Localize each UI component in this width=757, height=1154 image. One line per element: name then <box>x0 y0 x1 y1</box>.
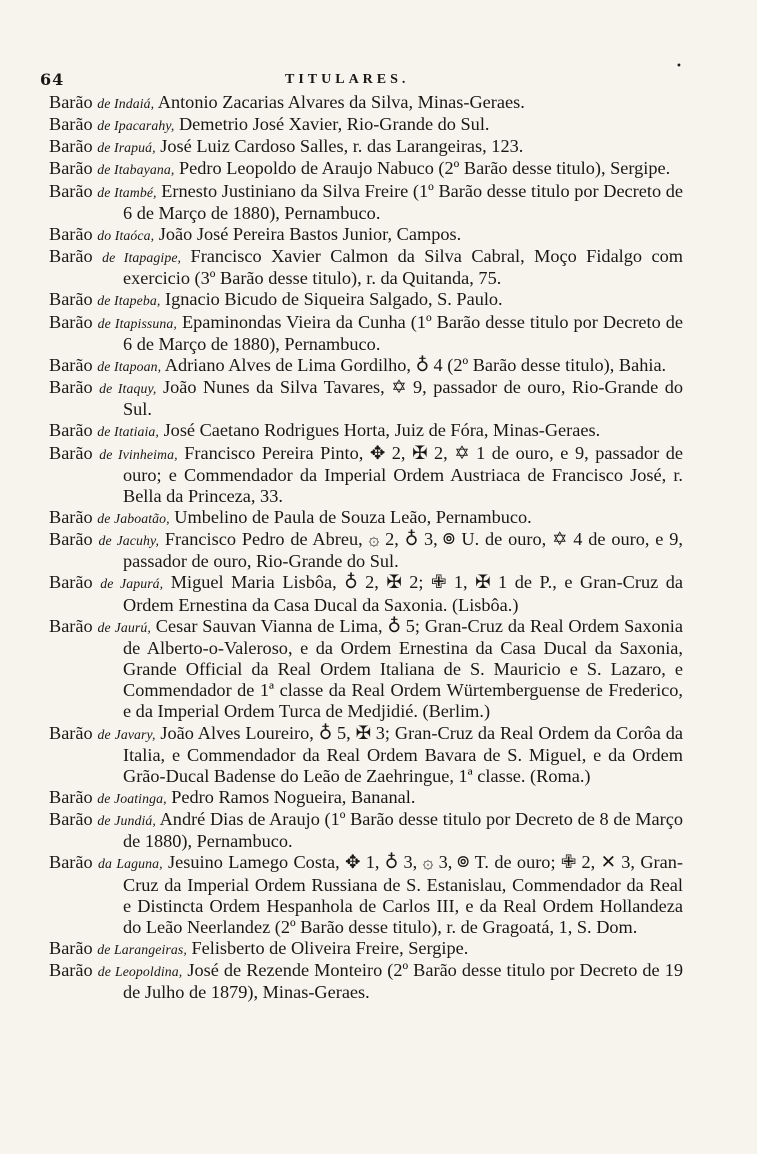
entry-title: Barão <box>49 960 93 981</box>
page-number: 64 <box>40 70 65 89</box>
entry-place: de Itapeba, <box>97 293 161 309</box>
entry-title: Barão <box>49 809 93 830</box>
entry-title: Barão <box>49 722 93 743</box>
entry-title: Barão <box>49 92 93 112</box>
entry-title: Barão <box>49 289 93 310</box>
entry-place: de Jaboatão, <box>97 510 170 526</box>
entry-place: de Leopoldina, <box>97 964 183 980</box>
entry-place: de Itapoan, <box>97 358 162 374</box>
entry-place: da Laguna, <box>98 856 163 872</box>
entry-place: de Japurá, <box>100 576 164 592</box>
entry <box>49 181 683 224</box>
entry-title: Barão <box>49 223 93 244</box>
entry <box>49 616 683 723</box>
entry-text: Ernesto Justiniano da Silva Freire (1º Barão desse titulo por Decreto de 6 de Março de 1880), Pernambuco. <box>123 180 683 223</box>
entry-place: de Itabayana, <box>97 162 175 178</box>
entry-title: Barão <box>49 529 93 550</box>
entry <box>49 787 683 809</box>
entry-title: Barão <box>49 420 93 441</box>
entry <box>49 355 683 377</box>
entry-text: Francisco Xavier Calmon da Silva Cabral, Moço Fidalgo com exercicio (3º Barão desse titulo), r. da Quitanda, 75. <box>123 246 683 289</box>
entry-text: Miguel Maria Lisbôa, ♁ 2, ✠ 2; ✙ 1, ✠ 1 de P., e Gran-Cruz da Ordem Ernestina da Casa Ducal da Saxonia. (Lisbôa.) <box>123 572 684 615</box>
entry <box>49 224 683 246</box>
entry <box>49 507 683 529</box>
entry <box>49 938 683 960</box>
entry-text: Adriano Alves de Lima Gordilho, ♁ 4 (2º Barão desse titulo), Bahia. <box>164 354 667 375</box>
entry-text: José Caetano Rodrigues Horta, Juiz de Fóra, Minas-Geraes. <box>163 420 601 441</box>
entry <box>49 158 683 180</box>
entry <box>49 723 683 787</box>
entry <box>49 572 683 615</box>
entry-text: Francisco Pereira Pinto, ✥ 2, ✠ 2, ✡ 1 de ouro, e 9, passador de ouro; e Commendador da Imperial Ordem Austriaca de Francisco José, r. Bella da Princeza, 33. <box>123 442 684 506</box>
entry-place: de Jacuhy, <box>98 533 160 549</box>
entry-text: José de Rezende Monteiro (2º Barão desse titulo por Decreto de 19 de Julho de 1879), Minas-Geraes. <box>123 960 683 1003</box>
entry <box>49 443 683 507</box>
entry-text: André Dias de Araujo (1º Barão desse titulo por Decreto de 8 de Março de 1880), Pernambuco. <box>123 809 683 852</box>
running-head: TITULARES. <box>285 72 410 87</box>
entry-text: Francisco Pedro de Abreu, ۞ 2, ♁ 3, ◎ U. de ouro, ✡ 4 de ouro, e 9, passador de ouro, Rio-Grande do Sul. <box>123 529 683 572</box>
entry-place: de Jundiá, <box>97 813 156 829</box>
entry <box>49 114 683 136</box>
entry-place: de Ivinheima, <box>99 446 178 462</box>
entry-text: João Alves Loureiro, ♁ 5, ✠ 3; Gran-Cruz da Real Ordem da Corôa da Italia, e Commendador da Real Ordem Bavara de S. Miguel, e da Ordem Grão-Ducal Badense do Leão de Zaehringue, 1ª classe. (Roma.) <box>123 722 683 786</box>
entry-place: de Itaquy, <box>99 381 157 397</box>
entry-place: de Itatiaia, <box>97 424 159 440</box>
entry-title: Barão <box>49 114 93 135</box>
entry <box>49 92 683 114</box>
entry-title: Barão <box>49 442 93 463</box>
entry-title: Barão <box>49 246 93 267</box>
entry-place: de Larangeiras, <box>97 942 187 958</box>
entry-title: Barão <box>49 180 93 201</box>
entry-list <box>49 92 683 1004</box>
entry <box>49 289 683 311</box>
entry-title: Barão <box>49 938 93 959</box>
entry-text: João Nunes da Silva Tavares, ✡ 9, passador de ouro, Rio-Grande do Sul. <box>123 377 684 420</box>
entry-title: Barão <box>49 506 93 527</box>
entry-title: Barão <box>49 572 93 593</box>
entry-place: de Itapissuna, <box>97 315 177 331</box>
entry-title: Barão <box>49 136 93 157</box>
entry-text: Umbelino de Paula de Souza Leão, Pernambuco. <box>174 506 532 527</box>
entry-place: do Itaóca, <box>97 227 155 243</box>
entry-title: Barão <box>49 377 93 398</box>
entry-title: Barão <box>49 311 93 332</box>
entry <box>49 136 683 158</box>
entry-title: Barão <box>49 354 93 375</box>
entry <box>49 420 683 442</box>
entry-place: de Javary, <box>97 726 156 742</box>
entry-text: João José Pereira Bastos Junior, Campos. <box>158 223 462 244</box>
entry-text: Antonio Zacarias Alvares da Silva, Minas-Geraes. <box>157 92 525 112</box>
entry-place: de Jaurú, <box>97 619 151 635</box>
entry <box>49 809 683 852</box>
entry-text: Felisberto de Oliveira Freire, Sergipe. <box>191 938 469 959</box>
entry-title: Barão <box>49 787 93 807</box>
entry-place: de Ipacarahy, <box>97 118 175 134</box>
entry <box>49 312 683 355</box>
entry-text: Jesuino Lamego Costa, ✥ 1, ♁ 3, ۞ 3, ◎ T. de ouro; ✙ 2, ✕ 3, Gran-Cruz da Imperial Ordem Russiana de S. Estanislau, Commendador da Real e Distincta Ordem Hespanhola de Carlos III, e da Real Ordem Hollandeza do Leão Neerlandez (2º Barão desse titulo), r. de Gragoatá, 1, S. Dom. <box>123 852 683 937</box>
corner-mark: • <box>676 61 682 72</box>
entry-text: Cesar Sauvan Vianna de Lima, ♁ 5; Gran-Cruz da Real Ordem Saxonia de Alberto-o-Valeroso, e da Ordem Ernestina da Casa Ducal da Saxonia, Grande Official da Real Ordem Italiana de S. Mauricio e S. Lazaro, e Commendador de 1ª classe da Real Ordem Würtemberguense de Frederico, e da Imperial Ordem Turca de Medjidié. (Berlim.) <box>123 615 683 722</box>
entry <box>49 852 683 938</box>
entry-title: Barão <box>49 852 93 873</box>
entry <box>49 246 683 289</box>
entry-place: de Joatinga, <box>97 791 167 806</box>
entry-title: Barão <box>49 615 93 636</box>
entry <box>49 529 683 572</box>
entry <box>49 377 683 420</box>
entry-place: de Itambé, <box>97 184 157 200</box>
entry-text: Demetrio José Xavier, Rio-Grande do Sul. <box>178 114 490 135</box>
entry-place: de Indaiá, <box>97 96 155 111</box>
entry-text: Epaminondas Vieira da Cunha (1º Barão desse titulo por Decreto de 6 de Março de 1880), Pernambuco. <box>123 311 684 354</box>
entry-title: Barão <box>49 158 93 179</box>
entry-place: de Irapuá, <box>97 140 156 156</box>
entry-place: de Itapagipe, <box>102 250 182 266</box>
entry-text: Pedro Ramos Nogueira, Bananal. <box>171 787 416 807</box>
entry-text: José Luiz Cardoso Salles, r. das Larangeiras, 123. <box>160 136 524 157</box>
entry-text: Pedro Leopoldo de Araujo Nabuco (2º Barão desse titulo), Sergipe. <box>178 158 671 179</box>
entry <box>49 960 683 1003</box>
entry-text: Ignacio Bicudo de Siqueira Salgado, S. Paulo. <box>164 289 503 310</box>
page-header <box>40 68 690 92</box>
